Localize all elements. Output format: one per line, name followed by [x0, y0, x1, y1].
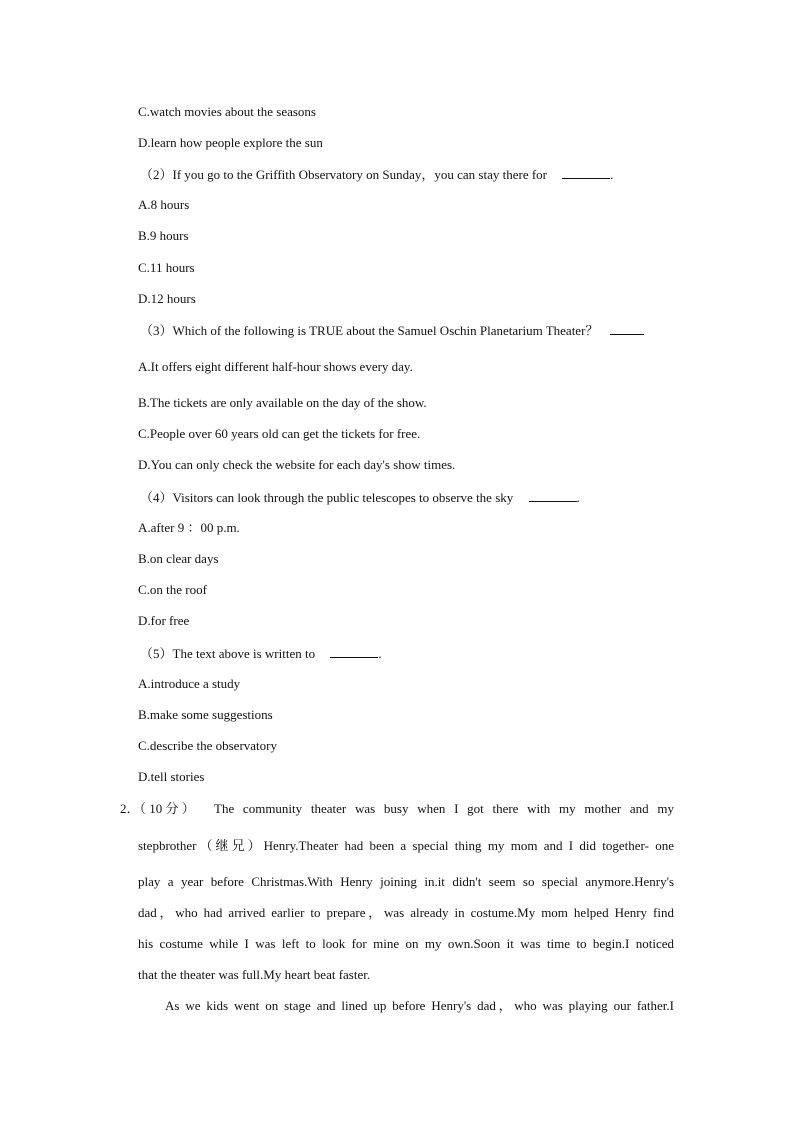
passage2-paragraph2-line-1: As we kids went on stage and lined up before Henry's dad，who was playing our father.I: [165, 998, 674, 1013]
q4-stem: [140, 489, 580, 506]
q2-answer-blank: [562, 166, 610, 179]
q3-stem-text: （3）Which of the following is TRUE about the Samuel Oschin Planetarium Theater？: [140, 323, 599, 338]
q3-option-c: C.People over 60 years old can get the tickets for free.: [138, 426, 421, 441]
q2-stem: [140, 166, 614, 183]
q4-stem-text: （4）Visitors can look through the public telescopes to observe the sky: [140, 490, 514, 505]
q5-answer-blank: [330, 645, 378, 658]
q3-option-d: D.You can only check the website for each day's show times.: [138, 457, 456, 472]
q5-blank-suffix: .: [378, 646, 382, 661]
passage2-line-1: The community theater was busy when I got there with my mother and my: [214, 801, 674, 816]
q5-option-c: C.describe the observatory: [138, 738, 277, 753]
q5-option-b: B.make some suggestions: [138, 707, 273, 722]
passage2-line-5: his costume while I was left to look for mine on my own.Soon it was time to begin.I noticed: [138, 936, 674, 951]
q1-option-d: D.learn how people explore the sun: [138, 135, 323, 150]
q1-option-c: C.watch movies about the seasons: [138, 104, 316, 119]
q2-option-d: D.12 hours: [138, 291, 196, 306]
q2-option-c: C.11 hours: [138, 260, 195, 275]
passage2-line-4: dad，who had arrived earlier to prepare，was already in costume.My mom helped Henry find: [138, 905, 674, 920]
q2-option-a: A.8 hours: [138, 197, 190, 212]
q4-blank-suffix: .: [576, 490, 580, 505]
q4-answer-blank: [529, 489, 577, 502]
q5-stem: [140, 645, 382, 662]
q3-stem: [140, 322, 644, 339]
q2-option-b: B.9 hours: [138, 228, 189, 243]
q5-option-d: D.tell stories: [138, 769, 205, 784]
q5-option-a: A.introduce a study: [138, 676, 241, 691]
passage2-line-2: stepbrother（继兄）Henry.Theater had been a special thing my mom and I did together- one: [138, 838, 674, 853]
q4-option-c: C.on the roof: [138, 582, 207, 597]
q3-answer-blank: [610, 322, 644, 335]
q3-option-b: B.The tickets are only available on the day of the show.: [138, 395, 427, 410]
q4-option-d: D.for free: [138, 613, 190, 628]
passage2-line-6: that the theater was full.My heart beat faster.: [138, 967, 371, 982]
passage2-number: 2．（ 10 分 ）: [120, 801, 195, 816]
q4-option-b: B.on clear days: [138, 551, 219, 566]
q4-option-a: A.after 9 ：00 p.m.: [138, 520, 240, 535]
q3-option-a: A.It offers eight different half-hour shows every day.: [138, 359, 413, 374]
q2-stem-text: （2）If you go to the Griffith Observatory on Sunday，you can stay there for: [140, 167, 548, 182]
passage2-line-3: play a year before Christmas.With Henry joining in.it didn't seem so special anymore.Henry's: [138, 874, 674, 889]
q2-blank-suffix: .: [610, 167, 614, 182]
q5-stem-text: （5）The text above is written to: [140, 646, 316, 661]
